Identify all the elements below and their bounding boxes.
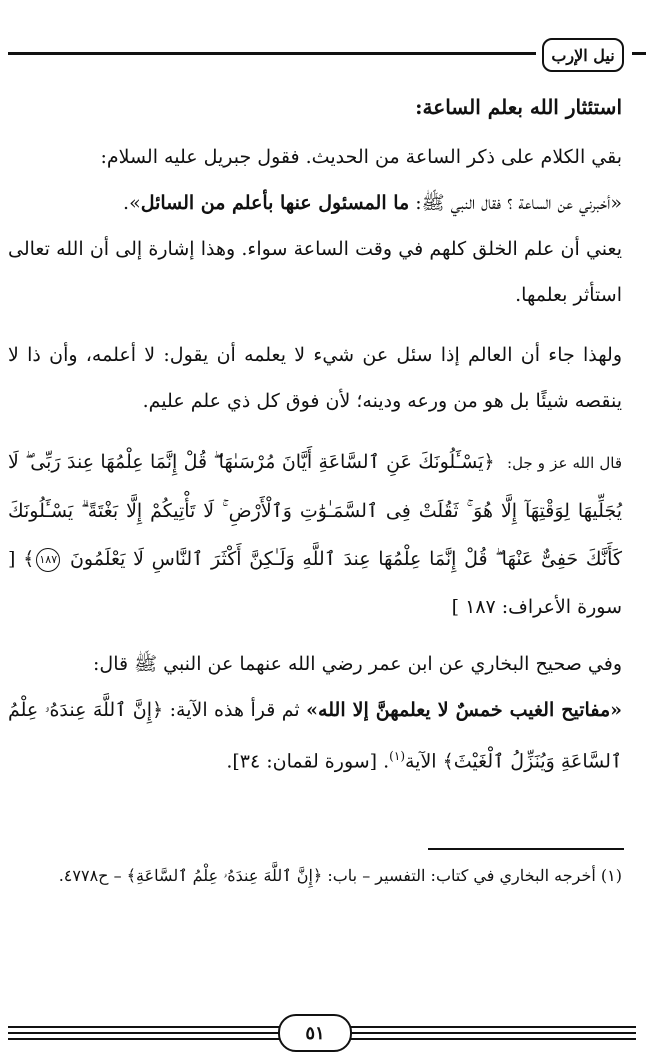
header-rule-end [632,52,646,55]
quran-verse-block [8,438,622,631]
footnote-marker: (١) [600,866,622,885]
paragraph-2: ولهذا جاء أن العالم إذا سئل عن شيء لا يعلمه أن يقول: لا أعلمه، وأن ذا لا ينقصه شيئًا بل هو من ورعه ودينه؛ لأن فوق كل ذي علم عليم. [8,344,622,412]
footnote [8,858,622,894]
footer-rule-right-bottom [350,1038,636,1040]
running-title: نيل الإرب [542,38,624,72]
verse-text: ﴿يَسْـَٔلُونَكَ عَنِ ٱلسَّاعَةِ أَيَّانَ مُرْسَىٰهَا ۖ قُلْ إِنَّمَا عِلْمُهَا عِندَ رَبِّى ۖ لَا يُجَلِّيهَا لِوَقْتِهَآ إِلَّا هُوَ ۚ ثَقُلَتْ فِى ٱلسَّمَـٰوَٰتِ وَٱلْأَرْضِ ۚ لَا تَأْتِيكُمْ إِلَّا بَغْتَةً ۗ يَسْـَٔلُونَكَ كَأَنَّكَ حَفِىٌّ عَنْهَا ۖ قُلْ إِنَّمَا عِلْمُهَا عِندَ ٱللَّهِ وَلَـٰكِنَّ أَكْثَرَ ٱلنَّاسِ لَا يَعْلَمُونَ [8,451,622,570]
verse-reference: [ سورة الأعراف: ١٨٧ ] [8,548,622,618]
page-body [8,92,622,798]
page-footer [0,1012,646,1056]
verse-number-mark: ١٨٧ [36,548,60,572]
verse-intro: قال الله عز و جل: [507,454,622,472]
paragraph-3-line-1: وفي صحيح البخاري عن ابن عمر رضي الله عنهما عن النبي ﷺ قال: [93,653,622,675]
footnote-text: أخرجه البخاري في كتاب: التفسير – باب: ﴿إِنَّ ٱللَّهَ عِندَهُۥ عِلْمُ ٱلسَّاعَةِ﴾ – ح٤٧٧٨. [58,866,596,885]
hadith-answer: ما المسئول عنها بأعلم من السائل [140,192,410,214]
hadith-keys-of-unseen: «مفاتيح الغيب خمسٌ لا يعلمهنَّ إلا الله» [306,699,623,721]
verse-close: ﴾ [23,548,35,570]
paragraph-1-quote: «أخبرني عن الساعة ؟ فقال النبي ﷺ: ما المسئول عنها بأعلم من السائل». [123,192,622,214]
paragraph-1-line-3: يعني أن علم الخلق كلهم في وقت الساعة سواء. وهذا إشارة إلى أن الله تعالى استأثر بعلمها. [8,238,622,306]
footer-rule-right-top [350,1026,636,1028]
footer-rule-right-mid [350,1032,636,1034]
section-heading: استئثار الله بعلم الساعة: [415,95,622,119]
page-header [0,34,646,78]
footnote-reference: (١) [389,749,405,763]
luqman-reference: . [سورة لقمان: ٣٤]. [226,750,390,773]
footnote-separator [428,848,624,850]
page-number: ٥١ [278,1014,352,1052]
paragraph-3: وفي صحيح البخاري عن ابن عمر رضي الله عنهما عن النبي ﷺ قال: «مفاتيح الغيب خمسٌ لا يعلمهنَّ إلا الله» ثم قرأ هذه الآية: ﴿إِنَّ ٱللَّهَ عِندَهُۥ عِلْمُ ٱلسَّاعَةِ وَيُنَزِّلُ ٱلْغَيْثَ﴾ الآية$^{(١)}$. [سورة لقمان: ٣٤]. [8,641,622,784]
paragraph-1 [8,134,622,318]
header-rule [8,52,536,55]
luqman-verse: ﴿إِنَّ ٱللَّهَ عِندَهُۥ عِلْمُ ٱلسَّاعَةِ وَيُنَزِّلُ ٱلْغَيْثَ﴾ [8,699,622,773]
paragraph-1-line-1: بقي الكلام على ذكر الساعة من الحديث. فقول جبريل عليه السلام: [100,146,622,168]
